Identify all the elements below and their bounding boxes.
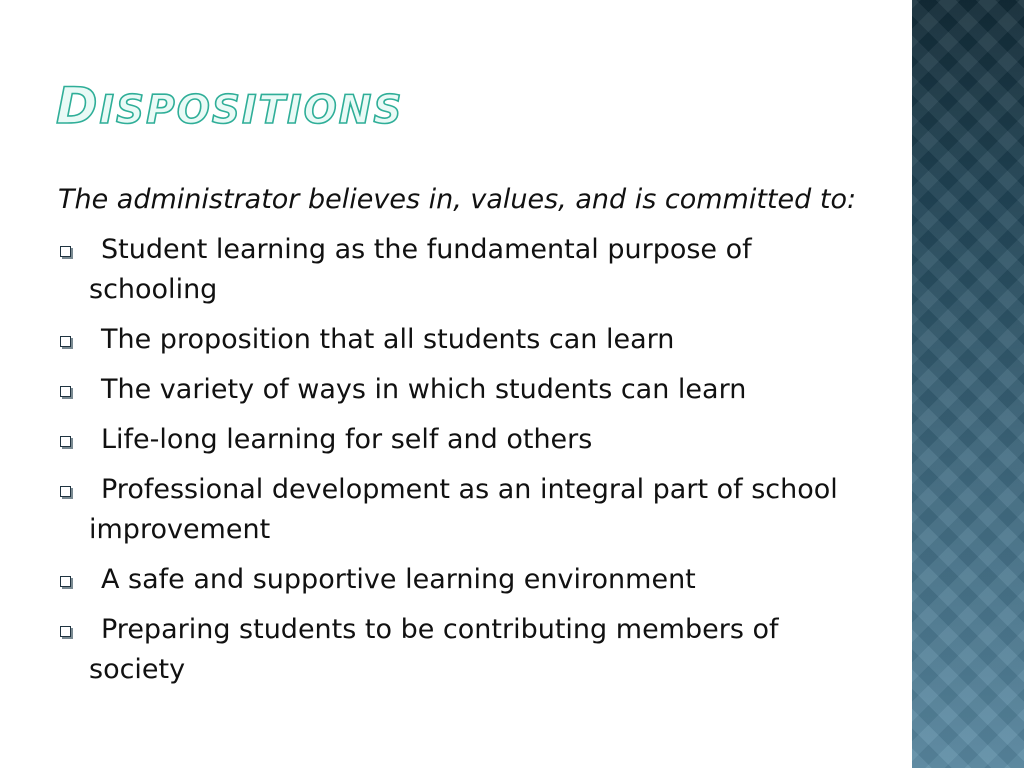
bullet-text: The variety of ways in which students can learn — [101, 374, 747, 405]
bullet-item — [58, 230, 878, 310]
square-bullet-icon — [60, 386, 71, 397]
bullet-item — [58, 370, 878, 410]
square-bullet-icon — [60, 336, 71, 347]
bullet-text: Preparing students to be contributing members of society — [89, 614, 779, 685]
bullet-item — [58, 320, 878, 360]
bullet-item — [58, 610, 878, 690]
bullet-text: A safe and supportive learning environment — [101, 564, 696, 595]
bullet-list — [58, 230, 878, 690]
slide-title: DISPOSITIONS — [56, 77, 404, 135]
bullet-text: Life-long learning for self and others — [101, 424, 593, 455]
bullet-item — [58, 420, 878, 460]
decorative-side-panel — [912, 0, 1024, 768]
bullet-text: Professional development as an integral part of school improvement — [89, 474, 838, 545]
intro-text: The administrator believes in, values, and is committed to: — [58, 184, 857, 215]
bullet-text: Student learning as the fundamental purpose of schooling — [89, 234, 752, 305]
bullet-item — [58, 470, 878, 550]
slide-body — [58, 180, 878, 700]
square-bullet-icon — [60, 436, 71, 447]
square-bullet-icon — [60, 626, 71, 637]
bullet-text: The proposition that all students can learn — [101, 324, 675, 355]
square-bullet-icon — [60, 486, 71, 497]
square-bullet-icon — [60, 246, 71, 257]
bullet-item — [58, 560, 878, 600]
square-bullet-icon — [60, 576, 71, 587]
